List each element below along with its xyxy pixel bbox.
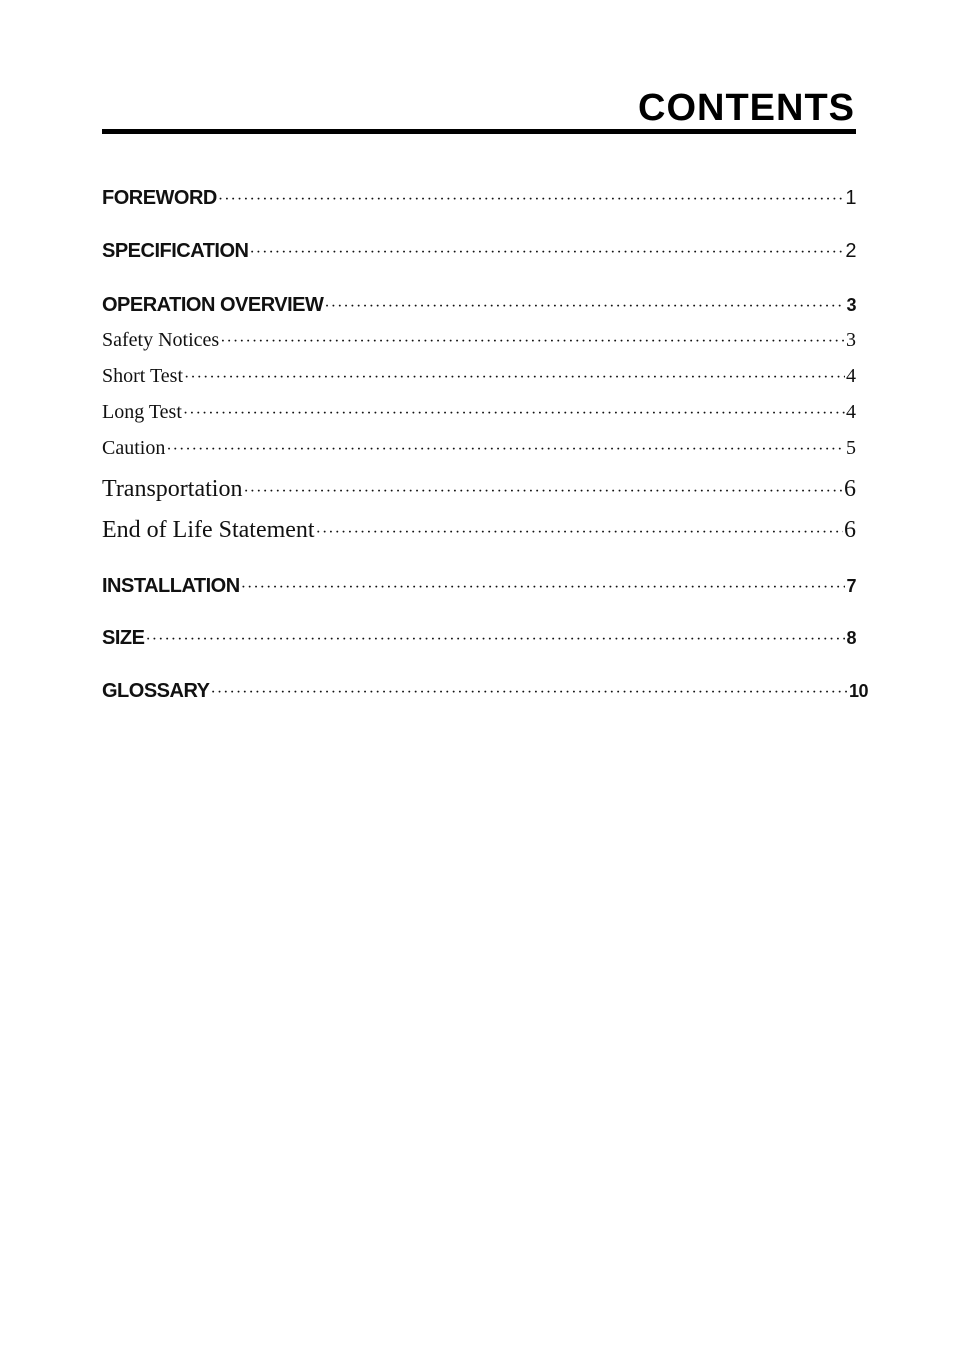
- title-rule: [102, 129, 856, 134]
- toc-entry-page: 6: [844, 517, 856, 543]
- toc-entry-page: 8: [846, 628, 856, 648]
- dot-leader: [145, 631, 845, 649]
- dot-leader: [249, 244, 844, 262]
- toc-entry-label: Short Test: [102, 365, 184, 387]
- dot-leader: [243, 483, 843, 501]
- toc-entry-page: 2: [845, 240, 856, 262]
- toc-entry-label: Long Test: [102, 401, 182, 423]
- toc-entry-label: End of Life Statement: [102, 517, 315, 543]
- toc-entry-installation[interactable]: [102, 575, 856, 598]
- toc-entry-caution[interactable]: [102, 437, 856, 460]
- toc-entry-label: GLOSSARY: [102, 680, 210, 702]
- dot-leader: [316, 524, 843, 542]
- dot-leader: [183, 405, 845, 423]
- toc-entry-glossary[interactable]: [102, 680, 868, 703]
- toc-entry-end-of-life-statement[interactable]: [102, 517, 856, 544]
- toc-entry-foreword[interactable]: [102, 187, 856, 210]
- toc-entry-size[interactable]: [102, 627, 856, 650]
- toc-entry-page: 3: [846, 295, 856, 315]
- toc-entry-specification[interactable]: [102, 240, 856, 263]
- toc-entry-label: SIZE: [102, 627, 145, 649]
- toc-entry-label: INSTALLATION: [102, 575, 240, 597]
- toc-entry-page: 4: [846, 401, 856, 423]
- dot-leader: [220, 333, 845, 351]
- dot-leader: [241, 579, 846, 597]
- toc-entry-long-test[interactable]: [102, 401, 856, 424]
- toc-entry-page: 7: [846, 576, 856, 596]
- toc-entry-transportation[interactable]: [102, 476, 856, 503]
- toc-entry-label: SPECIFICATION: [102, 240, 249, 262]
- toc-entry-safety-notices[interactable]: [102, 329, 856, 352]
- toc-entry-label: Transportation: [102, 476, 243, 502]
- toc-entry-page: 4: [846, 365, 856, 387]
- dot-leader: [218, 191, 844, 209]
- toc-entry-label: FOREWORD: [102, 187, 217, 209]
- toc-entry-operation-overview[interactable]: [102, 294, 856, 317]
- toc-entry-page: 3: [846, 329, 856, 351]
- toc-entry-page: 1: [845, 187, 856, 209]
- toc-entry-page: 6: [844, 476, 856, 502]
- page-title: CONTENTS: [638, 87, 855, 129]
- dot-leader: [184, 369, 845, 387]
- toc-entry-label: Safety Notices: [102, 329, 220, 351]
- dot-leader: [324, 298, 845, 316]
- toc-entry-page: 10: [848, 681, 868, 701]
- dot-leader: [166, 441, 845, 459]
- dot-leader: [211, 684, 848, 702]
- toc-entry-label: OPERATION OVERVIEW: [102, 294, 324, 316]
- toc-entry-page: 5: [846, 437, 856, 459]
- toc-entry-label: Caution: [102, 437, 166, 459]
- toc-entry-short-test[interactable]: [102, 365, 856, 388]
